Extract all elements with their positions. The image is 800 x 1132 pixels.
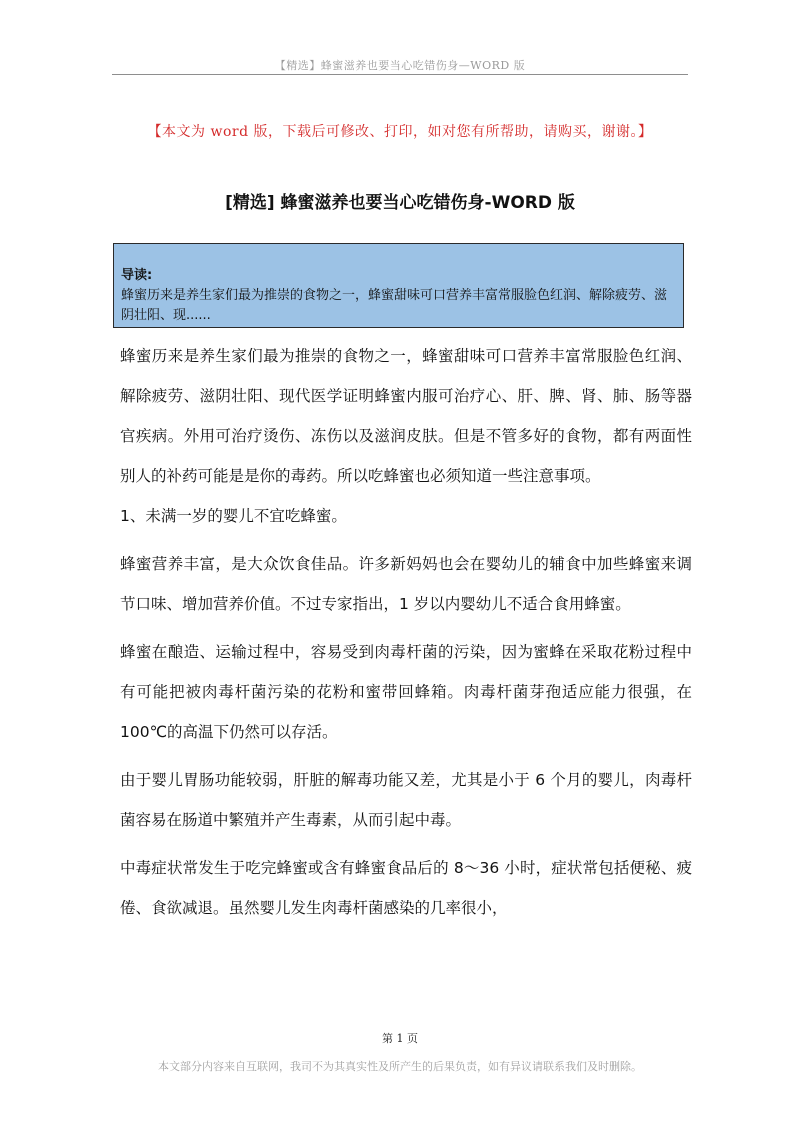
- running-header: 【精选】蜂蜜滋养也要当心吃错伤身—WORD 版: [274, 59, 526, 72]
- page-number: 第 1 页: [382, 1032, 418, 1045]
- paragraph: 蜂蜜营养丰富，是大众饮食佳品。许多新妈妈也会在婴幼儿的辅食中加些蜂蜜来调节口味、增加营养价值。不过专家指出，1 岁以内婴幼儿不适合食用蜂蜜。: [120, 555, 692, 613]
- guide-heading: 导读:: [121, 268, 153, 283]
- paragraph: 中毒症状常发生于吃完蜂蜜或含有蜂蜜食品后的 8～36 小时，症状常包括便秘、疲倦、食欲减退。虽然婴儿发生肉毒杆菌感染的几率很小，: [120, 859, 692, 917]
- guide-text: 蜂蜜历来是养生家们最为推崇的食物之一，蜂蜜甜味可口营养丰富常服脸色红润、解除疲劳、滋阴壮阳、现......: [121, 288, 668, 323]
- paragraph-point-1: 1、未满一岁的婴儿不宜吃蜂蜜。: [120, 507, 347, 525]
- article-body: [120, 336, 692, 928]
- header-rule: [112, 74, 688, 75]
- paragraph: 蜂蜜在酿造、运输过程中，容易受到肉毒杆菌的污染，因为蜜蜂在采取花粉过程中有可能把被肉毒杆菌污染的花粉和蜜带回蜂箱。肉毒杆菌芽孢适应能力很强，在 100℃的高温下仍然可以存活。: [120, 643, 692, 741]
- document-title: [精选] 蜂蜜滋养也要当心吃错伤身-WORD 版: [225, 193, 575, 213]
- guide-box: [113, 243, 684, 328]
- paragraph-intro: 蜂蜜历来是养生家们最为推崇的食物之一，蜂蜜甜味可口营养丰富常服脸色红润、解除疲劳、滋阴壮阳、现代医学证明蜂蜜内服可治疗心、肝、脾、肾、肺、肠等器官疾病。外用可治疗烫伤、冻伤以及滋润皮肤。但是不管多好的食物，都有两面性别人的补药可能是是你的毒药。所以吃蜂蜜也必须知道一些注意事项。: [120, 347, 692, 485]
- footer-disclaimer: 本文部分内容来自互联网，我司不为其真实性及所产生的后果负责，如有异议请联系我们及时删除。: [158, 1060, 642, 1073]
- paragraph: 由于婴儿胃肠功能较弱，肝脏的解毒功能又差，尤其是小于 6 个月的婴儿，肉毒杆菌容易在肠道中繁殖并产生毒素，从而引起中毒。: [120, 771, 692, 829]
- download-notice: 【本文为 word 版，下载后可修改、打印，如对您有所帮助，请购买，谢谢。】: [147, 124, 653, 140]
